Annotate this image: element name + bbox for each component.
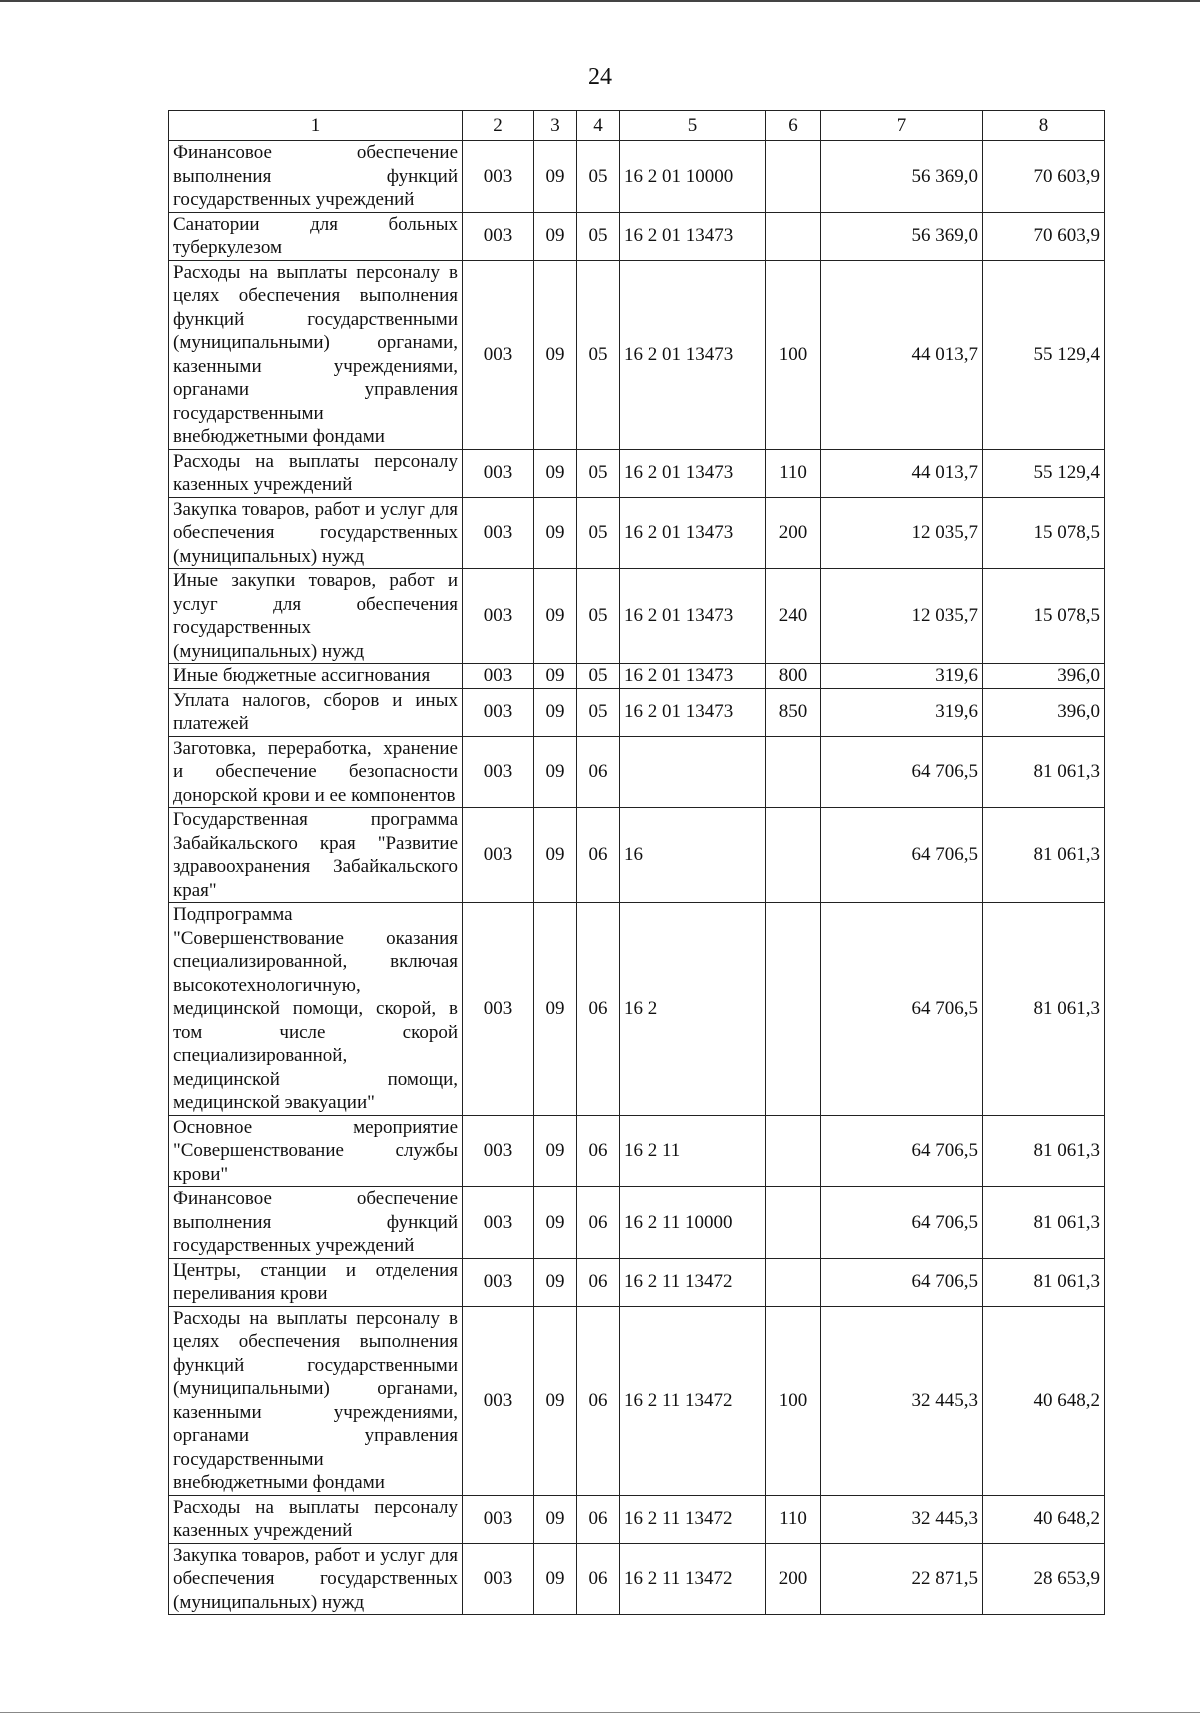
table-row bbox=[169, 449, 1105, 497]
subsection-cell: 05 bbox=[577, 141, 620, 213]
section-cell: 09 bbox=[534, 212, 577, 260]
table-row bbox=[169, 141, 1105, 213]
target-article-cell: 16 2 11 13472 bbox=[620, 1258, 766, 1306]
expense-type-cell: 800 bbox=[766, 664, 821, 689]
bottom-rule bbox=[0, 1712, 1200, 1713]
page-number: 24 bbox=[588, 64, 612, 90]
amount-year1-cell: 12 035,7 bbox=[821, 497, 983, 569]
top-rule bbox=[0, 0, 1200, 2]
target-article-cell: 16 2 11 13472 bbox=[620, 1543, 766, 1615]
expense-type-cell: 200 bbox=[766, 1543, 821, 1615]
amount-year2-cell: 396,0 bbox=[983, 664, 1105, 689]
amount-year1-cell: 319,6 bbox=[821, 664, 983, 689]
section-cell: 09 bbox=[534, 1306, 577, 1495]
subsection-cell: 05 bbox=[577, 688, 620, 736]
admin-code-cell: 003 bbox=[463, 1115, 534, 1187]
admin-code-cell: 003 bbox=[463, 903, 534, 1116]
row-name-cell: Заготовка, переработка, хранение и обеспечение безопасности донорской крови и ее компонентов bbox=[169, 736, 463, 808]
admin-code-cell: 003 bbox=[463, 736, 534, 808]
table-row bbox=[169, 1495, 1105, 1543]
subsection-cell: 06 bbox=[577, 1187, 620, 1259]
subsection-cell: 06 bbox=[577, 1543, 620, 1615]
amount-year2-cell: 81 061,3 bbox=[983, 903, 1105, 1116]
amount-year2-cell: 28 653,9 bbox=[983, 1543, 1105, 1615]
amount-year2-cell: 81 061,3 bbox=[983, 808, 1105, 903]
amount-year2-cell: 55 129,4 bbox=[983, 260, 1105, 449]
expense-type-cell bbox=[766, 1115, 821, 1187]
amount-year2-cell: 70 603,9 bbox=[983, 212, 1105, 260]
subsection-cell: 05 bbox=[577, 449, 620, 497]
column-header-3: 3 bbox=[534, 111, 577, 141]
admin-code-cell: 003 bbox=[463, 141, 534, 213]
target-article-cell: 16 2 01 13473 bbox=[620, 497, 766, 569]
section-cell: 09 bbox=[534, 903, 577, 1116]
table-row bbox=[169, 808, 1105, 903]
subsection-cell: 06 bbox=[577, 1258, 620, 1306]
admin-code-cell: 003 bbox=[463, 212, 534, 260]
amount-year2-cell: 81 061,3 bbox=[983, 736, 1105, 808]
subsection-cell: 05 bbox=[577, 260, 620, 449]
row-name-cell: Иные закупки товаров, работ и услуг для обеспечения государственных (муниципальных) нужд bbox=[169, 569, 463, 664]
section-cell: 09 bbox=[534, 808, 577, 903]
admin-code-cell: 003 bbox=[463, 664, 534, 689]
amount-year2-cell: 15 078,5 bbox=[983, 497, 1105, 569]
table-row bbox=[169, 903, 1105, 1116]
table-row bbox=[169, 688, 1105, 736]
target-article-cell: 16 2 bbox=[620, 903, 766, 1116]
target-article-cell: 16 2 11 13472 bbox=[620, 1306, 766, 1495]
row-name-cell: Расходы на выплаты персоналу казенных учреждений bbox=[169, 1495, 463, 1543]
header-row bbox=[169, 111, 1105, 141]
section-cell: 09 bbox=[534, 1258, 577, 1306]
amount-year1-cell: 319,6 bbox=[821, 688, 983, 736]
admin-code-cell: 003 bbox=[463, 449, 534, 497]
column-header-4: 4 bbox=[577, 111, 620, 141]
amount-year1-cell: 56 369,0 bbox=[821, 141, 983, 213]
amount-year1-cell: 56 369,0 bbox=[821, 212, 983, 260]
subsection-cell: 05 bbox=[577, 664, 620, 689]
section-cell: 09 bbox=[534, 141, 577, 213]
row-name-cell: Подпрограмма "Совершенствование оказания специализированной, включая высокотехнологичную, медицинской помощи, скорой, в том числе скорой специализированной, медицинской помощи, медицинской эвакуации" bbox=[169, 903, 463, 1116]
subsection-cell: 06 bbox=[577, 736, 620, 808]
section-cell: 09 bbox=[534, 497, 577, 569]
expense-type-cell bbox=[766, 903, 821, 1116]
amount-year1-cell: 22 871,5 bbox=[821, 1543, 983, 1615]
column-header-8: 8 bbox=[983, 111, 1105, 141]
expense-type-cell bbox=[766, 141, 821, 213]
amount-year1-cell: 44 013,7 bbox=[821, 449, 983, 497]
target-article-cell: 16 2 11 13472 bbox=[620, 1495, 766, 1543]
section-cell: 09 bbox=[534, 569, 577, 664]
budget-table bbox=[168, 110, 1105, 1615]
row-name-cell: Расходы на выплаты персоналу в целях обеспечения выполнения функций государственными (муниципальными) органами, казенными учреждениями, органами управления государственными внебюджетными фондами bbox=[169, 260, 463, 449]
admin-code-cell: 003 bbox=[463, 808, 534, 903]
expense-type-cell: 100 bbox=[766, 260, 821, 449]
column-header-2: 2 bbox=[463, 111, 534, 141]
row-name-cell: Центры, станции и отделения переливания крови bbox=[169, 1258, 463, 1306]
row-name-cell: Закупка товаров, работ и услуг для обеспечения государственных (муниципальных) нужд bbox=[169, 1543, 463, 1615]
target-article-cell: 16 2 01 13473 bbox=[620, 688, 766, 736]
row-name-cell: Основное мероприятие "Совершенствование службы крови" bbox=[169, 1115, 463, 1187]
table-row bbox=[169, 212, 1105, 260]
target-article-cell: 16 2 01 10000 bbox=[620, 141, 766, 213]
admin-code-cell: 003 bbox=[463, 1543, 534, 1615]
section-cell: 09 bbox=[534, 449, 577, 497]
expense-type-cell: 110 bbox=[766, 449, 821, 497]
amount-year1-cell: 64 706,5 bbox=[821, 736, 983, 808]
admin-code-cell: 003 bbox=[463, 1187, 534, 1259]
table-row bbox=[169, 1258, 1105, 1306]
row-name-cell: Расходы на выплаты персоналу казенных учреждений bbox=[169, 449, 463, 497]
row-name-cell: Финансовое обеспечение выполнения функций государственных учреждений bbox=[169, 1187, 463, 1259]
admin-code-cell: 003 bbox=[463, 260, 534, 449]
column-header-6: 6 bbox=[766, 111, 821, 141]
target-article-cell: 16 2 01 13473 bbox=[620, 212, 766, 260]
amount-year1-cell: 64 706,5 bbox=[821, 808, 983, 903]
admin-code-cell: 003 bbox=[463, 688, 534, 736]
expense-type-cell: 850 bbox=[766, 688, 821, 736]
table-row bbox=[169, 1543, 1105, 1615]
amount-year2-cell: 15 078,5 bbox=[983, 569, 1105, 664]
amount-year1-cell: 32 445,3 bbox=[821, 1306, 983, 1495]
row-name-cell: Расходы на выплаты персоналу в целях обеспечения выполнения функций государственными (муниципальными) органами, казенными учреждениями, органами управления государственными внебюджетными фондами bbox=[169, 1306, 463, 1495]
row-name-cell: Иные бюджетные ассигнования bbox=[169, 664, 463, 689]
section-cell: 09 bbox=[534, 664, 577, 689]
column-header-1: 1 bbox=[169, 111, 463, 141]
expense-type-cell bbox=[766, 212, 821, 260]
subsection-cell: 06 bbox=[577, 808, 620, 903]
amount-year1-cell: 32 445,3 bbox=[821, 1495, 983, 1543]
target-article-cell bbox=[620, 736, 766, 808]
amount-year1-cell: 12 035,7 bbox=[821, 569, 983, 664]
subsection-cell: 06 bbox=[577, 903, 620, 1116]
table-row bbox=[169, 1187, 1105, 1259]
amount-year1-cell: 64 706,5 bbox=[821, 1115, 983, 1187]
expense-type-cell bbox=[766, 808, 821, 903]
amount-year2-cell: 81 061,3 bbox=[983, 1258, 1105, 1306]
amount-year2-cell: 81 061,3 bbox=[983, 1187, 1105, 1259]
section-cell: 09 bbox=[534, 1495, 577, 1543]
table-row bbox=[169, 497, 1105, 569]
target-article-cell: 16 bbox=[620, 808, 766, 903]
table-row bbox=[169, 1306, 1105, 1495]
section-cell: 09 bbox=[534, 260, 577, 449]
row-name-cell: Уплата налогов, сборов и иных платежей bbox=[169, 688, 463, 736]
subsection-cell: 06 bbox=[577, 1495, 620, 1543]
subsection-cell: 05 bbox=[577, 569, 620, 664]
expense-type-cell: 110 bbox=[766, 1495, 821, 1543]
section-cell: 09 bbox=[534, 688, 577, 736]
admin-code-cell: 003 bbox=[463, 497, 534, 569]
table-row bbox=[169, 569, 1105, 664]
amount-year1-cell: 64 706,5 bbox=[821, 1187, 983, 1259]
section-cell: 09 bbox=[534, 1543, 577, 1615]
table-row bbox=[169, 260, 1105, 449]
section-cell: 09 bbox=[534, 736, 577, 808]
amount-year2-cell: 396,0 bbox=[983, 688, 1105, 736]
expense-type-cell bbox=[766, 736, 821, 808]
subsection-cell: 06 bbox=[577, 1306, 620, 1495]
row-name-cell: Санатории для больных туберкулезом bbox=[169, 212, 463, 260]
table-row bbox=[169, 664, 1105, 689]
admin-code-cell: 003 bbox=[463, 1258, 534, 1306]
amount-year2-cell: 70 603,9 bbox=[983, 141, 1105, 213]
section-cell: 09 bbox=[534, 1115, 577, 1187]
expense-type-cell bbox=[766, 1187, 821, 1259]
expense-type-cell: 240 bbox=[766, 569, 821, 664]
admin-code-cell: 003 bbox=[463, 1306, 534, 1495]
target-article-cell: 16 2 11 bbox=[620, 1115, 766, 1187]
row-name-cell: Закупка товаров, работ и услуг для обеспечения государственных (муниципальных) нужд bbox=[169, 497, 463, 569]
row-name-cell: Финансовое обеспечение выполнения функций государственных учреждений bbox=[169, 141, 463, 213]
subsection-cell: 05 bbox=[577, 212, 620, 260]
target-article-cell: 16 2 01 13473 bbox=[620, 449, 766, 497]
subsection-cell: 05 bbox=[577, 497, 620, 569]
amount-year2-cell: 55 129,4 bbox=[983, 449, 1105, 497]
row-name-cell: Государственная программа Забайкальского края "Развитие здравоохранения Забайкальского края" bbox=[169, 808, 463, 903]
amount-year1-cell: 44 013,7 bbox=[821, 260, 983, 449]
column-header-5: 5 bbox=[620, 111, 766, 141]
admin-code-cell: 003 bbox=[463, 569, 534, 664]
column-header-7: 7 bbox=[821, 111, 983, 141]
amount-year1-cell: 64 706,5 bbox=[821, 1258, 983, 1306]
target-article-cell: 16 2 01 13473 bbox=[620, 664, 766, 689]
expense-type-cell: 100 bbox=[766, 1306, 821, 1495]
section-cell: 09 bbox=[534, 1187, 577, 1259]
target-article-cell: 16 2 01 13473 bbox=[620, 569, 766, 664]
table-row bbox=[169, 736, 1105, 808]
table-row bbox=[169, 1115, 1105, 1187]
amount-year2-cell: 40 648,2 bbox=[983, 1306, 1105, 1495]
expense-type-cell bbox=[766, 1258, 821, 1306]
admin-code-cell: 003 bbox=[463, 1495, 534, 1543]
target-article-cell: 16 2 11 10000 bbox=[620, 1187, 766, 1259]
expense-type-cell: 200 bbox=[766, 497, 821, 569]
amount-year2-cell: 81 061,3 bbox=[983, 1115, 1105, 1187]
target-article-cell: 16 2 01 13473 bbox=[620, 260, 766, 449]
subsection-cell: 06 bbox=[577, 1115, 620, 1187]
amount-year2-cell: 40 648,2 bbox=[983, 1495, 1105, 1543]
amount-year1-cell: 64 706,5 bbox=[821, 903, 983, 1116]
